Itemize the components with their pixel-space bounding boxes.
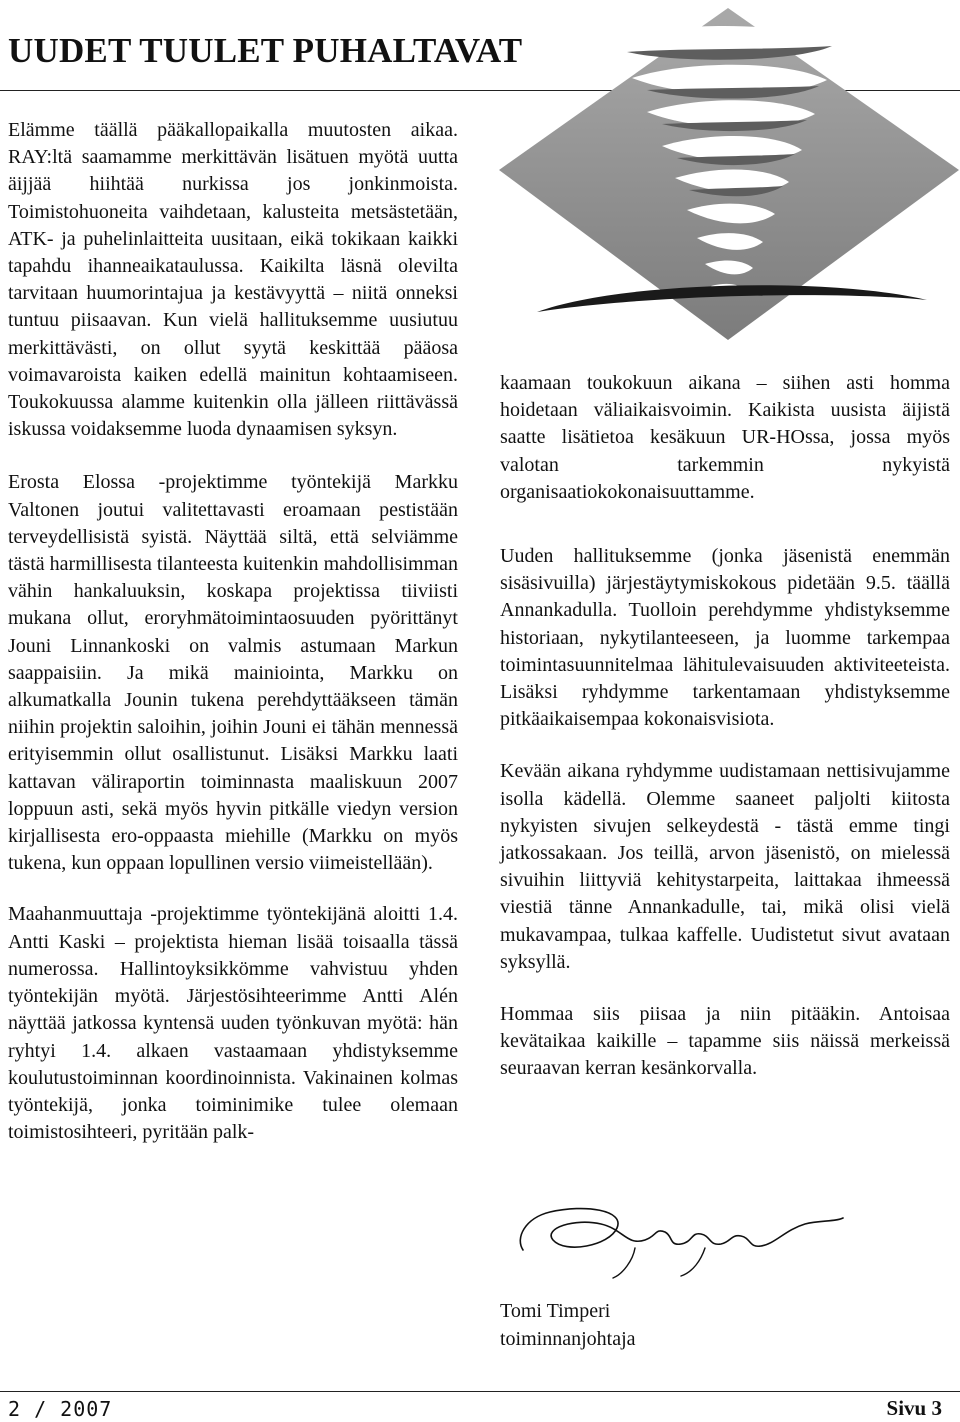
article-paragraph: Maahanmuuttaja -projektimme työntekijänä aloitti 1.4. Antti Kaski – projektista hieman lisää toisaalla tässä numerossa. Hallintoyksikkömme vahvistuu yhden työntekijän myötä. Järjestösihteerimme Antti Alén näyttää jatkossa kyntensä uuden työnkuvan myötä: hän ryhtyi 1.4. alkaen vastaamaan yhdistyksemme koulutustoiminnan koordinoinnista. Vakinainen kolmas työntekijä, jonka toiminimike tulee olemaan toimistosihteeri, pyritään palk-	[8, 903, 458, 1144]
article-paragraph: Uuden hallituksemme (jonka jäsenistä enemmän sisäsivuilla) järjestäytymiskokous pidetään 9.5. täällä Annankadulla. Tuolloin perehdymme yhdistyksemme historiaan, nykytilanteeseen, ja luomme tarkempaa toimintasuunnitelmaa lähitulevaisuuden aktiviteeteista. Lisäksi ryhdymme tarkentamaan yhdistyksemme pitkäaikaisempaa kokonaisvisiota.	[500, 545, 950, 731]
page-title: UUDET TUULET PUHALTAVAT	[8, 31, 523, 70]
article-paragraph: Elämme täällä pääkallopaikalla muutosten aikaa. RAY:ltä saamamme merkittävän lisätuen myötä uutta äijjää hiihtää nurkissa jos jonkinmoista. Toimistohuoneita vaihdetaan, kalusteita metsästetään, ATK- ja puhelinlaitteita uusitaan, eikä tokikaan kaikki tapahdu ihanneaikataulussa. Kaikilta läsnä olevilta tarvitaan huumorintajua ja kestävyyttä – niitä onneksi tuntuu piisaavan. Kun vielä hallituksemme uusiutuu merkittävästi, on ollut syytä keskittää pääosa voimavaroista kaiken edellä mainitun kohtaamiseen. Toukokuussa alamme kuitenkin olla jälleen riittävässä iskussa voidaksemme luoda dynaamisen syksyn.	[8, 119, 458, 441]
issue-number: 2 / 2007	[8, 1397, 113, 1421]
article-paragraph: Hommaa siis piisaa ja niin pitääkin. Antoisaa kevätaikaa kaikille – tapamme siis näissä merkeissä seuraavan kerran kesänkorvalla.	[500, 1003, 950, 1080]
article-paragraph: Kevään aikana ryhdymme uudistamaan nettisivujamme isolla kädellä. Olemme saaneet paljolti kiitosta nykyisten sivujen selkeydestä - tästä emme tingi jatkossakaan. Jos teillä, arvon jäsenistö, on mielessä sivuihin liittyviä kehitystarpeita, laittakaa ihmeessä viestiä tänne Annankadulle, tai, mikä olisi vielä mukavampaa, tulkaa kaffelle. Uudistetut sivut avataan syksyllä.	[500, 760, 950, 973]
article-paragraph: Erosta Elossa -projektimme työntekijä Markku Valtonen joutui valitettavasti eroamaan pestistään terveydellisistä syistä. Näyttää siltä, että selviämme tästä harmillisesta tilanteesta kuitenkin mahdollisimman vähin hankaluuksin, koskapa projektissa tiiviisti mukana ollut, eroryhmätoimintaosuuden pyörittänyt Jouni Linnankoski on valmis astumaan Markun saappaisiin. Ja mikä mainiointa, Markku on alkumatkalla Jounin tukena perehdyttääkseen tämän niihin projektin saloihin, joihin Jouni ei tähän mennessä erityisemmin ollut osallistunut. Lisäksi Markku laati kattavan väliraportin toiminnasta maaliskuun 2007 loppuun asti, sekä myös hyvin pitkälle viedyn version kirjallisesta ero-oppaasta miehille (Markku on myös tukena, kun oppaan lopullinen versio viimeistellään).	[8, 471, 458, 875]
article-left-column	[8, 117, 458, 1146]
signature-role: toiminnanjohtaja	[500, 1328, 636, 1350]
signature-name: Tomi Timperi	[500, 1300, 611, 1322]
article-right-column	[500, 370, 950, 1083]
footer-divider	[0, 1391, 960, 1392]
page-number: Sivu 3	[886, 1396, 942, 1420]
article-paragraph: kaamaan toukokuun aikana – siihen asti homma hoidetaan väliaikaisvoimin. Kaikista uusista äijistä saatte lisätietoa kesäkuun UR-HOssa, jossa myös valotan tarkemmin nykyistä organisaatiokokonaisuuttamme.	[500, 372, 950, 503]
handwritten-signature	[505, 1188, 845, 1283]
tornado-icon	[497, 0, 960, 365]
